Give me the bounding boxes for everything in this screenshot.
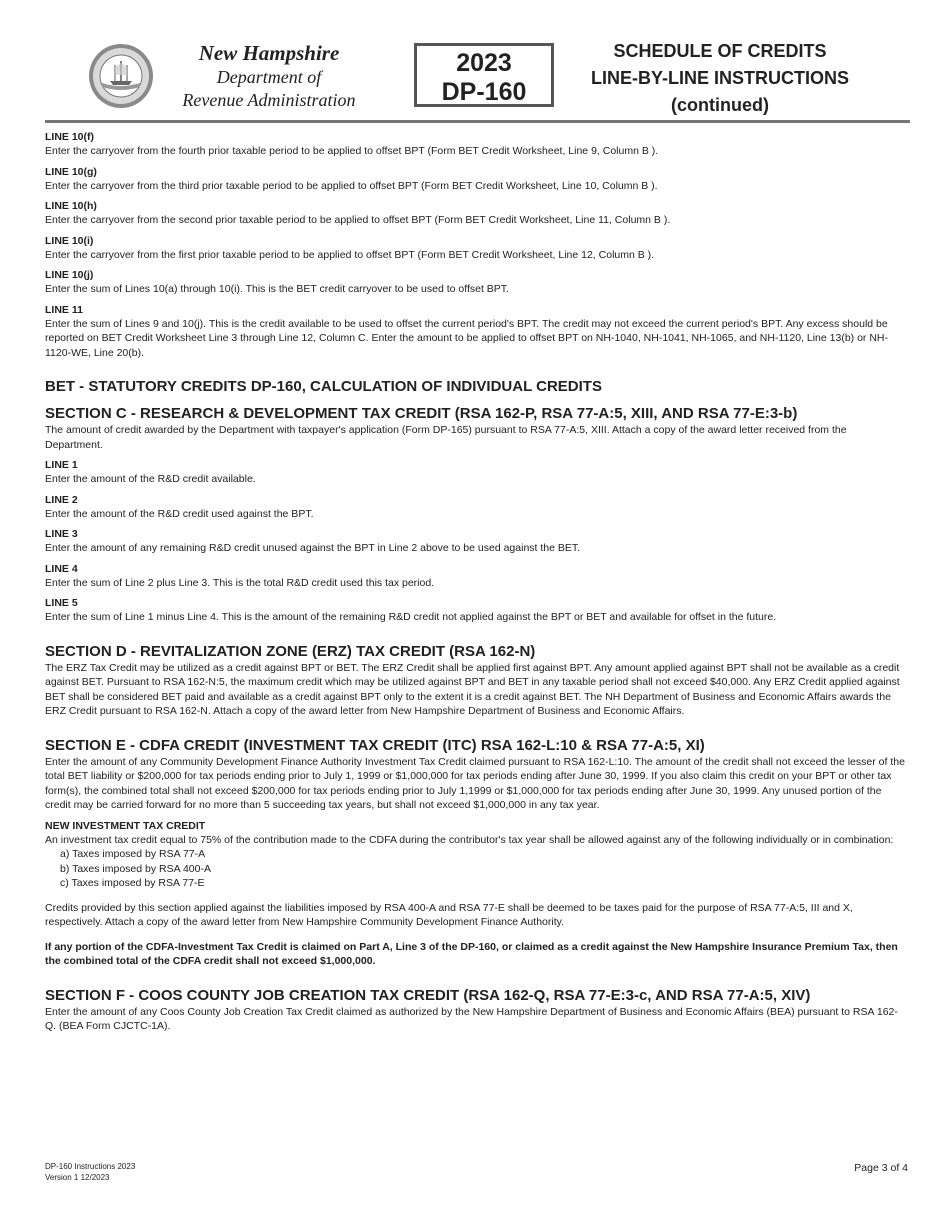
instructions-body xyxy=(45,131,907,1034)
line-label: LINE 11 xyxy=(45,303,83,316)
list-item: a) Taxes imposed by RSA 77-A xyxy=(60,848,206,860)
line-text: Enter the carryover from the second prior taxable period to be applied to offset BPT (Form BET Credit Worksheet, Line 11, Column B ). xyxy=(45,214,671,226)
line-text: Enter the amount of the R&D credit used against the BPT. xyxy=(45,507,314,520)
line-text: Enter the amount of any remaining R&D credit unused against the BPT in Line 2 above to be used against the BET. xyxy=(45,542,581,554)
section-f-text: Enter the amount of any Coos County Job Creation Tax Credit claimed as authorized by the New Hampshire Department of Business and Economic Affairs (BEA) pursuant to RSA 162-Q. (BEA Form CJCTC-1A). xyxy=(45,1005,898,1032)
section-d-text: The ERZ Tax Credit may be utilized as a credit against BPT or BET. The ERZ Credit shall be applied first against BPT. Any amount applied against BPT shall not be available as a credit against BET. Pursuant to RSA 162-N:5, the maximum credit which may be utilized against BPT and BET in any taxable period shall not exceed $40,000. Any ERZ Credit applied against BET shall be considered BET paid and available as a credit against BPT only to the extent it is a credit against BET. The NH Department of Business and Economic Affairs awards the ERZ Credit pursuant to RSA 162-N. Attach a copy of the award letter from New Hampshire Department of Business and Economic Affairs. xyxy=(45,661,900,717)
line-label: LINE 3 xyxy=(45,528,78,540)
line-text: Enter the sum of Lines 9 and 10(j). This is the credit available to be used to offset the current period's BPT. The credit may not exceed the current period's BPT. Any excess should be reported on BET Credit Worksheet Line 3 through Line 12, Column C. Enter the amount to be applied to offset BPT on NH-1040, NH-1041, NH-1065, and NH-1120, Line 13(b) or NH-1120-WE, Line 20(b). xyxy=(45,317,888,359)
footer-doc-name: DP-160 Instructions 2023 xyxy=(45,1162,136,1171)
department-line-1: Department of xyxy=(216,67,322,87)
section-d-heading: SECTION D - REVITALIZATION ZONE (ERZ) TAX CREDIT (RSA 162-N) xyxy=(45,642,536,660)
state-name: New Hampshire xyxy=(198,41,340,65)
line-label: LINE 2 xyxy=(45,493,78,506)
agency-block xyxy=(160,40,378,112)
line-label: LINE 5 xyxy=(45,597,78,609)
section-e-paragraph-2: Credits provided by this section applied against the liabilities imposed by RSA 400-A and RSA 77-E shall be deemed to be taxes paid for the purpose of RSA 77-A:5, III and X, respectively. Attach a copy of the award letter from New Hampshire Community Development Finance Authority. xyxy=(45,901,853,928)
line-label: LINE 10(j) xyxy=(45,269,94,281)
form-number: DP-160 xyxy=(441,78,527,106)
tax-list xyxy=(45,847,907,891)
line-label: LINE 4 xyxy=(45,562,78,575)
cdfa-limit-notice: If any portion of the CDFA-Investment Tax Credit is claimed on Part A, Line 3 of the DP-160, or claimed as a credit against the New Hampshire Insurance Premium Tax, then the combined total of the CDFA credit shall not exceed $1,000,000. xyxy=(45,940,898,967)
list-item: b) Taxes imposed by RSA 400-A xyxy=(60,862,211,875)
section-c-heading: SECTION C - RESEARCH & DEVELOPMENT TAX CREDIT (RSA 162-P, RSA 77-A:5, XIII, AND RSA 77-E:3-b) xyxy=(45,405,798,422)
line-label: LINE 10(h) xyxy=(45,200,97,212)
department-line-2: Revenue Administration xyxy=(182,90,356,110)
line-text: Enter the sum of Line 1 minus Line 4. This is the amount of the remaining R&D credit not applied against the BPT or BET and available for offset in the future. xyxy=(45,611,777,623)
footer-doc-info xyxy=(45,1161,135,1183)
new-itc-text: An investment tax credit equal to 75% of the contribution made to the CDFA during the contributor's tax year shall be allowed against any of the following individually or in combination: xyxy=(45,833,894,846)
header-divider xyxy=(45,120,910,123)
title-line-1: SCHEDULE OF CREDITS xyxy=(613,41,827,61)
line-label: LINE 10(i) xyxy=(45,234,94,247)
line-label: LINE 10(g) xyxy=(45,165,97,178)
form-year: 2023 xyxy=(456,49,512,77)
page-header xyxy=(0,0,950,124)
form-id-box xyxy=(414,43,554,107)
page-number: Page 3 of 4 xyxy=(854,1162,908,1174)
line-text: Enter the carryover from the first prior taxable period to be applied to offset BPT (Form BET Credit Worksheet, Line 12, Column B ). xyxy=(45,248,655,261)
section-e-text: Enter the amount of any Community Development Finance Authority Investment Tax Credit claimed pursuant to RSA 162-L:10. The amount of the credit shall not exceed the lesser of the total BET liability or $200,000 for tax periods ending prior to July 1, 1999 or $1,000,000 for tax periods ending after June 30, 1999. If you also claim this credit on your BPT or other tax form(s), the combined total shall not exceed $200,000 for tax periods ending prior to July 1,1999 or $1,000,000 for tax periods ending after June 30, 1999. Any unused portion of the credit may be carried forward for no more than 5 succeeding tax years, but shall not exceed $1,000,000 in any tax year. xyxy=(45,755,905,811)
line-text: Enter the sum of Lines 10(a) through 10(i). This is the BET credit carryover to be used to offset BPT. xyxy=(45,283,509,295)
line-text: Enter the sum of Line 2 plus Line 3. This is the total R&D credit used this tax period. xyxy=(45,576,435,589)
footer-version: Version 1 12/2023 xyxy=(45,1173,110,1182)
title-line-3: (continued) xyxy=(671,95,769,115)
section-c-intro: The amount of credit awarded by the Department with taxpayer's application (Form DP-165) pursuant to RSA 77-A:5, XIII. Attach a copy of the award letter received from the Department. xyxy=(45,424,847,451)
bet-heading: BET - STATUTORY CREDITS DP-160, CALCULATION OF INDIVIDUAL CREDITS xyxy=(45,378,602,395)
line-label: LINE 1 xyxy=(45,459,78,471)
line-text: Enter the amount of the R&D credit available. xyxy=(45,473,256,485)
line-label: LINE 10(f) xyxy=(45,131,95,143)
new-itc-label: NEW INVESTMENT TAX CREDIT xyxy=(45,819,206,832)
nh-state-seal-icon xyxy=(88,43,154,109)
line-text: Enter the carryover from the fourth prior taxable period to be applied to offset BPT (Form BET Credit Worksheet, Line 9, Column B ). xyxy=(45,145,659,157)
line-text: Enter the carryover from the third prior taxable period to be applied to offset BPT (Form BET Credit Worksheet, Line 10, Column B ). xyxy=(45,179,658,192)
list-item: c) Taxes imposed by RSA 77-E xyxy=(60,877,205,889)
section-e-heading: SECTION E - CDFA CREDIT (INVESTMENT TAX CREDIT (ITC) RSA 162-L:10 & RSA 77-A:5, XI) xyxy=(45,736,705,754)
document-title xyxy=(565,38,875,119)
title-line-2: LINE-BY-LINE INSTRUCTIONS xyxy=(590,68,849,88)
section-f-heading: SECTION F - COOS COUNTY JOB CREATION TAX CREDIT (RSA 162-Q, RSA 77-E:3-c, AND RSA 77-A:5, XIV) xyxy=(45,986,811,1004)
